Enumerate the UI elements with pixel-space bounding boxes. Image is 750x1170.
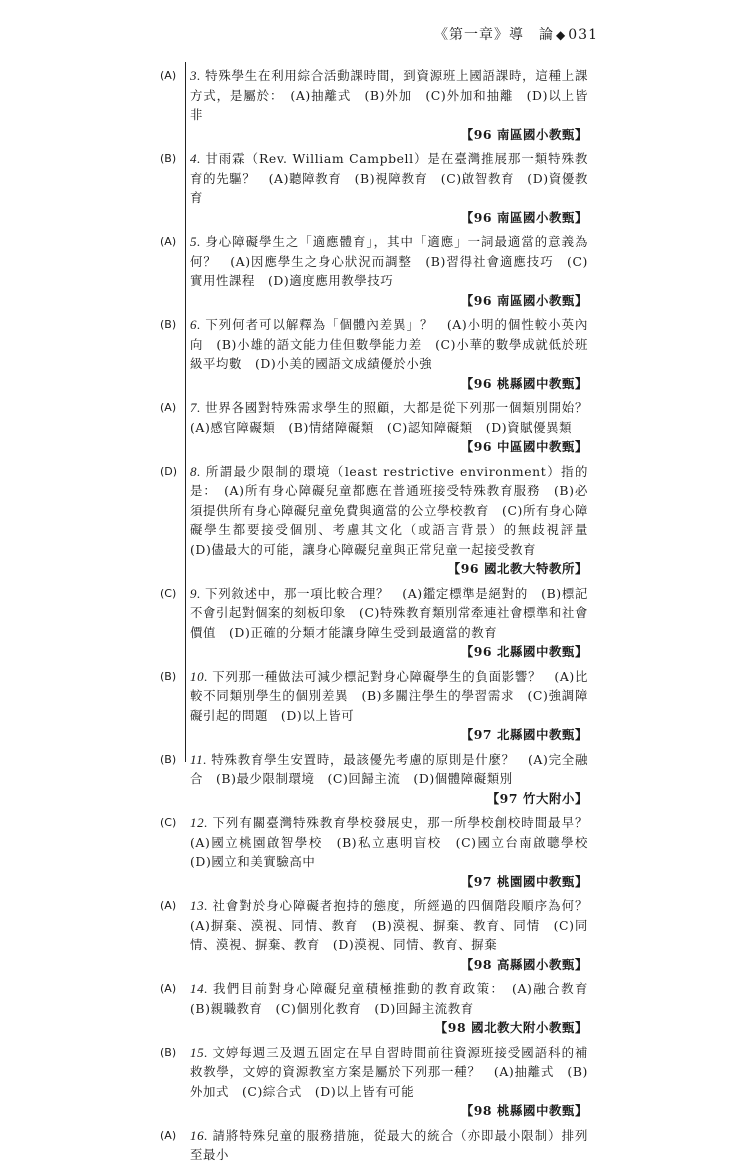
question-text: 世界各國對特殊需求學生的照顧，大都是從下列那一個類別開始？ (A)感官障礙類 (B)情緒障礙類 (C)認知障礙類 (D)資賦優異類 <box>190 400 601 435</box>
answer-key: (A) <box>160 1128 177 1142</box>
question-item <box>0 149 750 227</box>
question-number: 6. <box>190 317 201 332</box>
question-number: 8. <box>190 463 201 479</box>
question-body <box>190 66 588 125</box>
answer-key: (C) <box>160 586 177 600</box>
question-text: 下列敘述中，那一項比較合理？ (A)鑑定標準是絕對的 (B)標記不會引起對個案的刻板印象 (C)特殊教育類別常牽連社會標準和社會價值 (D)正確的分類才能讓身障生受到最適當的教育 <box>190 585 588 640</box>
exam-source: 【98 桃縣國中教甄】 <box>460 1103 588 1118</box>
answer-key: (C) <box>160 816 177 829</box>
page-number: 031 <box>568 27 598 43</box>
question-item <box>0 462 750 579</box>
question-body <box>190 1043 588 1102</box>
exam-source: 【97 桃園國中教甄】 <box>460 873 588 889</box>
question-text: 我們目前對身心障礙兒童積極推動的教育政策： (A)融合教育 (B)親職教育 (C)個別化教育 (D)回歸主流教育 <box>190 981 601 1016</box>
answer-key: (B) <box>160 1045 177 1059</box>
question-number: 11. <box>190 751 208 767</box>
question-body <box>190 584 588 643</box>
answer-key: (A) <box>160 401 177 414</box>
exam-source: 【96 南區國小教甄】 <box>460 292 588 308</box>
answer-key: (A) <box>160 235 177 248</box>
question-body <box>190 232 588 291</box>
question-number: 16. <box>190 1127 209 1143</box>
question-body <box>190 315 588 374</box>
question-text: 特殊教育學生安置時，最該優先考慮的原則是什麼？ (A)完全融合 (B)最少限制環境 (C)回歸主流 (D)個體障礙類別 <box>190 751 588 786</box>
question-item <box>0 315 750 393</box>
exam-source: 【98 國北教大附小教甄】 <box>434 1020 588 1035</box>
answer-key: (B) <box>160 669 177 683</box>
question-number: 12. <box>190 815 209 830</box>
question-text: 特殊學生在利用綜合活動課時間，到資源班上國語課時，這種上課方式，是屬於： (A)抽離式 (B)外加 (C)外加和抽離 (D)以上皆非 <box>190 68 588 122</box>
question-text: 下列有關臺灣特殊教育學校發展史，那一所學校創校時間最早？ (A)國立桃園啟智學校 (B)私立惠明盲校 (C)國立台南啟聰學校 (D)國立和美實驗高中 <box>190 815 601 869</box>
question-text: 下列何者可以解釋為「個體內差異」？ (A)小明的個性較小英內向 (B)小雄的語文能力佳但數學能力差 (C)小華的數學成就低於班級平均數 (D)小美的國語文成績優於小強 <box>190 317 588 371</box>
question-number: 10. <box>190 668 209 684</box>
exam-source: 【97 北縣國中教甄】 <box>460 727 588 742</box>
exam-source: 【97 竹大附小】 <box>486 790 588 806</box>
question-number: 7. <box>190 400 201 415</box>
question-text: 甘雨霖（Rev. William Campbell）是在臺灣推展那一類特殊教育的先驅？ (A)聽障教育 (B)視障教育 (C)啟智教育 (D)資優教育 <box>190 151 588 205</box>
question-number: 9. <box>190 585 201 601</box>
chapter-title: 《第一章》導 論 <box>434 27 555 43</box>
exam-source: 【96 桃縣國中教甄】 <box>460 375 588 391</box>
question-list <box>0 66 750 1170</box>
question-item <box>0 813 750 891</box>
question-number: 4. <box>190 151 201 166</box>
question-text: 文婷每週三及週五固定在早自習時間前往資源班接受國語科的補救教學，文婷的資源教室方案是屬於下列那一種？ (A)抽離式 (B)外加式 (C)綜合式 (D)以上皆有可能 <box>190 1044 588 1099</box>
question-item <box>0 66 750 144</box>
question-item <box>0 1043 750 1121</box>
exam-source: 【96 南區國小教甄】 <box>460 209 588 225</box>
answer-key: (A) <box>160 899 177 912</box>
answer-key: (A) <box>160 982 177 995</box>
question-number: 13. <box>190 898 209 913</box>
answer-key: (B) <box>160 752 177 766</box>
question-item <box>0 584 750 662</box>
answer-key: (A) <box>160 69 177 82</box>
exam-source: 【96 南區國小教甄】 <box>460 126 588 142</box>
question-body <box>190 750 588 789</box>
diamond-icon: ◆ <box>556 28 567 42</box>
question-text: 請將特殊兒童的服務措施，從最大的統合（亦即最小限制）排列至最小 <box>190 1127 588 1162</box>
question-body <box>190 979 601 1018</box>
question-body <box>190 667 588 726</box>
exam-source: 【96 中區國中教甄】 <box>460 439 588 454</box>
question-item <box>0 896 750 974</box>
question-item <box>0 232 750 310</box>
answer-key: (B) <box>160 152 177 165</box>
question-body <box>190 896 601 955</box>
question-number: 3. <box>190 68 201 83</box>
question-body <box>190 813 601 872</box>
exam-source: 【96 北縣國中教甄】 <box>460 644 588 659</box>
question-text: 社會對於身心障礙者抱持的態度，所經過的四個階段順序為何？ (A)摒棄、漠視、同情、教育 (B)漠視、摒棄、教育、同情 (C)同情、漠視、摒棄、教育 (D)漠視、同情、教育、摒棄 <box>190 898 601 952</box>
question-body <box>190 398 601 437</box>
exam-source: 【98 高縣國小教甄】 <box>460 956 588 972</box>
question-text: 所謂最少限制的環境（least restrictive environment）指的是： (A)所有身心障礙兒童都應在普通班接受特殊教育服務 (B)必須提供所有身心障礙兒童免費與適當的公立學校教育 (C)所有身心障礙學生都要接受個別、考慮其文化（或語言背景）的無歧視評量 (D)儘最大的可能，讓身心障礙兒童與正常兒童一起接受教育 <box>190 463 601 557</box>
answer-key: (D) <box>160 464 178 478</box>
question-item <box>0 979 750 1038</box>
question-text: 身心障礙學生之「適應體育」，其中「適應」一詞最適當的意義為何？ (A)因應學生之身心狀況而調整 (B)習得社會適應技巧 (C)實用性課程 (D)適度應用教學技巧 <box>190 234 588 288</box>
answer-key: (B) <box>160 318 177 331</box>
page-header <box>434 24 598 44</box>
question-item <box>0 667 750 745</box>
question-text: 下列那一種做法可減少標記對身心障礙學生的負面影響？ (A)比較不同類別學生的個別差異 (B)多關注學生的學習需求 (C)強調障礙引起的問題 (D)以上皆可 <box>190 668 588 723</box>
question-item <box>0 1126 750 1165</box>
question-body <box>190 1126 588 1165</box>
question-number: 15. <box>190 1044 209 1060</box>
question-body <box>190 149 588 208</box>
question-body <box>190 462 601 560</box>
question-item <box>0 398 750 457</box>
question-number: 5. <box>190 234 201 249</box>
question-number: 14. <box>190 981 209 996</box>
question-item <box>0 750 750 809</box>
exam-source: 【96 國北教大特教所】 <box>447 561 588 576</box>
